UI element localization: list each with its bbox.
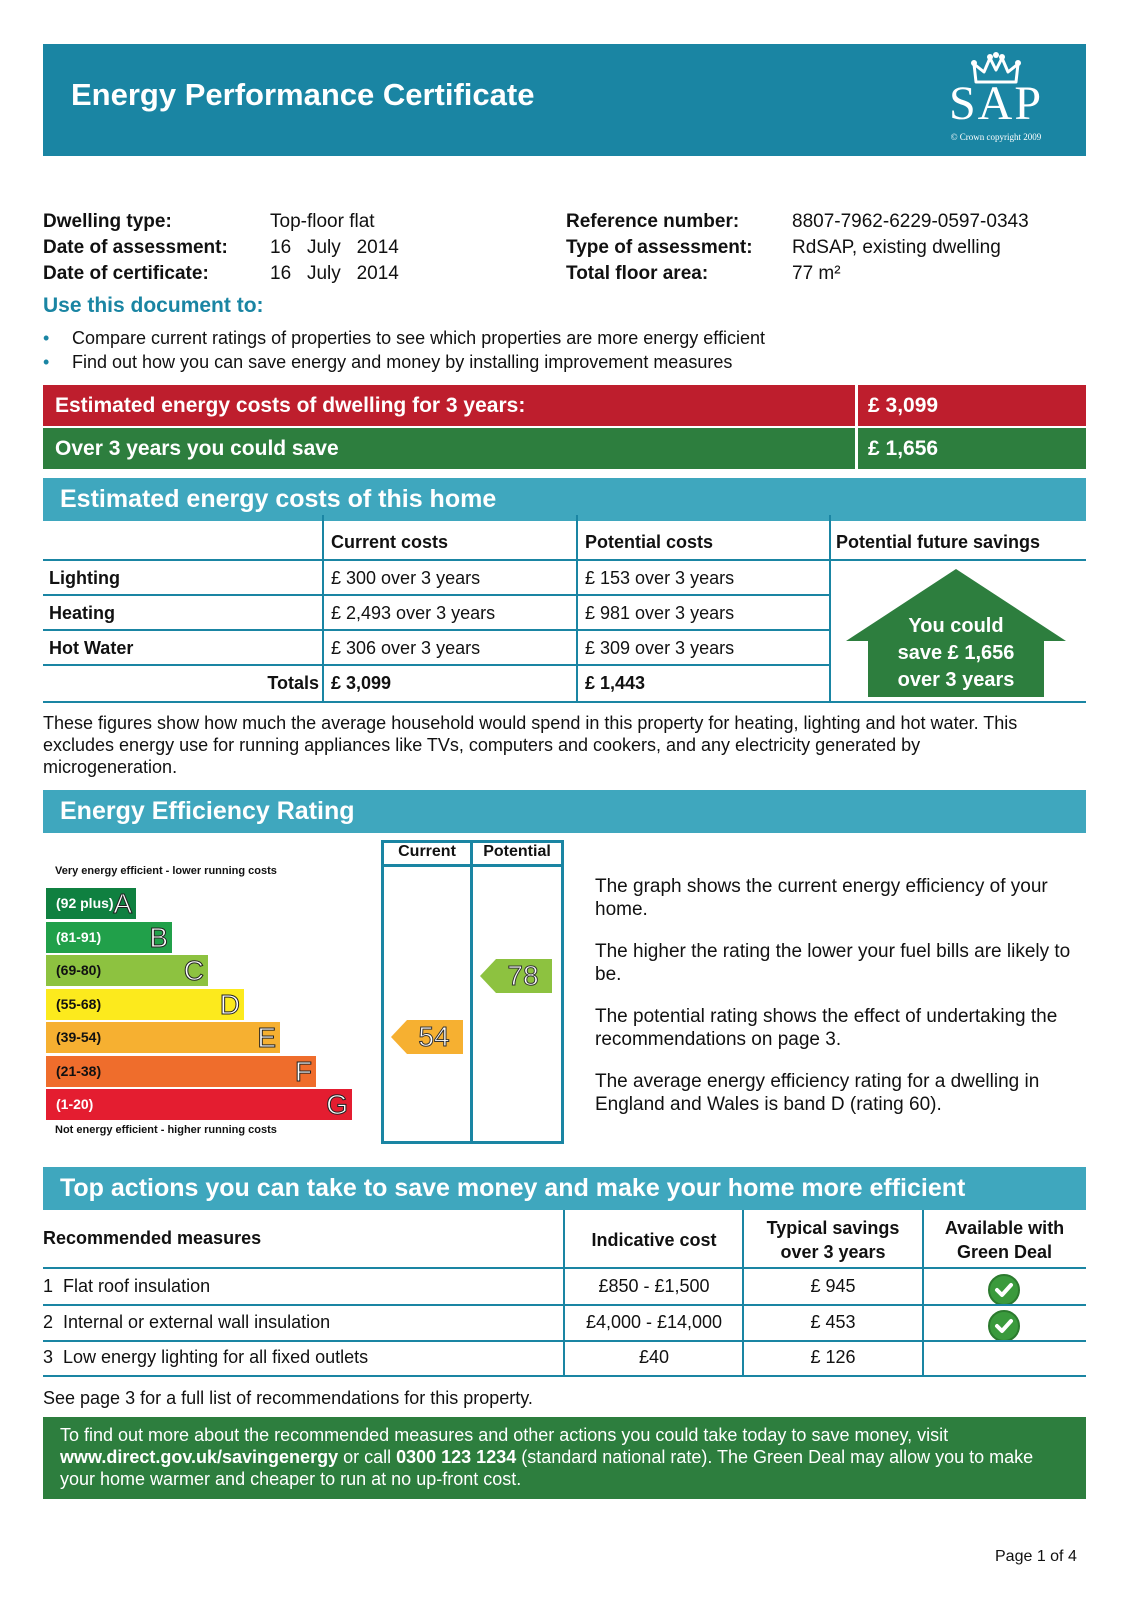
more-info-text: (standard national rate). The Green Deal may allow you to make your home warmer and cheaper to run at no up-front cost. [60,1447,1034,1489]
table-rule [322,515,324,703]
green-deal-header-line: Available with [944,1218,1065,1238]
future-savings-header: Potential future savings [836,532,1041,552]
table-rule [576,515,578,703]
savings-header-line: over 3 years [780,1242,886,1262]
rating-band-range: (55-68) [56,995,102,1012]
potential-rating-value: 78 [507,959,539,991]
table-rule [563,1210,565,1377]
current-rating-marker [391,1020,463,1054]
use-document-list [43,326,765,374]
details-right [566,208,1086,290]
measure-1-saving: £ 945 [810,1276,856,1296]
rating-paragraph: The average energy efficiency rating for a dwelling in England and Wales is band D (rating 60). [595,1071,1040,1115]
estimated-cost-bar [43,385,1086,426]
green-deal-header [923,1216,1086,1264]
potential-rating-marker [480,959,552,993]
heating-current: £ 2,493 over 3 years [331,603,496,623]
assessment-date-label: Date of assessment: [43,237,228,258]
hot-water-label: Hot Water [49,638,134,658]
list-item: • Compare current ratings of properties to see which properties are more energy efficient [43,326,765,350]
rating-band-letter: B [149,921,168,953]
costs-description: These figures show how much the average household would spend in this property for heating, lighting and hot water. This excludes energy use for running appliances like TVs, computers and cookers, and any electricity generated by microgeneration. [43,713,1018,777]
measure-1: 1 Flat roof insulation [43,1276,211,1296]
savings-arrow-line: save £ 1,656 [897,642,1015,664]
green-deal-header-line: Green Deal [956,1242,1053,1262]
rating-paragraph: The potential rating shows the effect of undertaking the recommendations on page 3. [595,1006,1058,1050]
sap-logo [921,50,1071,150]
list-item: • Find out how you can save energy and money by installing improvement measures [43,350,765,374]
assessment-date-value: 16 July 2014 [270,237,399,258]
lighting-current: £ 300 over 3 years [331,568,481,588]
rating-band-b [46,922,172,953]
certificate-date-label: Date of certificate: [43,263,209,284]
table-rule [742,1210,744,1377]
table-rule [43,701,1086,703]
savings-arrow-line: You could [908,615,1004,637]
details-left [43,208,523,290]
reference-number-value: 8807-7962-6229-0597-0343 [792,211,1029,232]
lighting-label: Lighting [49,568,120,588]
potential-saving-value: £ 1,656 [855,428,1086,469]
current-costs-header: Current costs [331,532,449,552]
potential-costs-header: Potential costs [585,532,714,552]
totals-potential: £ 1,443 [585,673,646,693]
current-column-header: Current [398,843,456,860]
table-rule [43,594,830,596]
actions-table [43,1210,1086,1377]
costs-section-title: Estimated energy costs of this home [43,478,1086,521]
rating-band-range: (39-54) [56,1029,102,1045]
potential-saving-label: Over 3 years you could save [55,437,339,460]
cost-header: Indicative cost [591,1230,717,1250]
rating-paragraph: The higher the rating the lower your fuel bills are likely to be. [595,941,1071,985]
certificate-header [43,44,1086,156]
rating-band-range: (92 plus) [56,895,114,911]
rating-paragraph: The graph shows the current energy efficiency of your home. [595,876,1048,920]
potential-column [470,864,564,1144]
rating-band-letter: E [257,1022,276,1053]
table-rule [43,664,830,666]
energy-rating-chart [43,840,567,1146]
rating-band-letter: A [113,888,132,919]
measure-3-saving: £ 126 [810,1347,856,1367]
savings-arrow-line: over 3 years [897,669,1015,691]
rating-top-caption: Very energy efficient - lower running costs [55,865,277,877]
certificate-date-value: 16 July 2014 [270,263,399,284]
potential-column-header: Potential [483,843,551,860]
actions-section-title: Top actions you can take to save money and make your home more efficient [43,1167,1086,1210]
measure-1-cost: £850 - £1,500 [598,1276,710,1296]
more-info-box [43,1417,1086,1499]
rating-band-a [46,888,136,919]
measure-2-saving: £ 453 [810,1312,856,1332]
measure-2: 2 Internal or external wall insulation [43,1312,331,1332]
estimated-cost-value: £ 3,099 [855,385,1086,426]
measures-header: Recommended measures [43,1228,262,1248]
totals-current: £ 3,099 [331,673,392,693]
estimated-cost-label: Estimated energy costs of dwelling for 3 years: [55,394,526,417]
rating-band-range: (21-38) [56,1062,102,1079]
rating-band-range: (69-80) [56,962,102,978]
totals-label: Totals [267,673,319,693]
rating-section-title: Energy Efficiency Rating [43,790,1086,833]
table-rule [43,559,1086,561]
green-deal-check-icon [988,1310,1020,1342]
hot-water-potential: £ 309 over 3 years [585,638,735,658]
rating-band-f [46,1056,316,1087]
rating-band-range: (1-20) [56,1096,94,1112]
rating-band-e [46,1022,280,1053]
rating-band-g [46,1089,352,1120]
rating-band-letter: F [294,1055,312,1087]
saving-energy-link[interactable]: www.direct.gov.uk/savingenergy [60,1447,339,1467]
measure-3-cost: £40 [638,1347,670,1367]
reference-number-label: Reference number: [566,211,740,232]
use-document-title: Use this document to: [43,294,264,317]
phone-number: 0300 123 1234 [396,1447,517,1467]
more-info-text: To find out more about the recommended measures and other actions you could take today to save money, visit [60,1425,949,1445]
potential-saving-bar [43,428,1086,469]
rating-explanation [595,875,1085,1135]
lighting-potential: £ 153 over 3 years [585,568,735,588]
assessment-type-value: RdSAP, existing dwelling [792,237,1001,258]
green-deal-check-icon [988,1274,1020,1306]
measure-2-cost: £4,000 - £14,000 [585,1312,723,1332]
current-rating-value: 54 [418,1021,450,1052]
dwelling-type-value: Top-floor flat [270,211,375,232]
table-rule [43,629,830,631]
floor-area-value: 77 m² [792,263,841,284]
table-rule [922,1210,924,1377]
rating-band-letter: G [326,1089,348,1120]
see-page-note: See page 3 for a full list of recommendations for this property. [43,1388,533,1408]
costs-table [43,525,1086,703]
rating-band-letter: C [183,955,204,986]
rating-bottom-caption: Not energy efficient - higher running costs [55,1124,277,1136]
page-number: Page 1 of 4 [995,1548,1077,1565]
dwelling-type-label: Dwelling type: [43,211,172,232]
assessment-type-label: Type of assessment: [566,237,753,258]
sap-letters: SAP [948,77,1044,130]
hot-water-current: £ 306 over 3 years [331,638,481,658]
rating-band-c [46,955,208,986]
rating-band-range: (81-91) [56,928,102,945]
floor-area-label: Total floor area: [566,263,709,284]
savings-header [743,1216,923,1264]
heating-label: Heating [49,603,116,623]
measure-3: 3 Low energy lighting for all fixed outlets [43,1347,369,1367]
page-title: Energy Performance Certificate [71,77,535,112]
rating-band-d [46,989,244,1020]
more-info-text: or call [338,1447,397,1467]
table-rule [829,515,831,703]
rating-band-letter: D [219,988,240,1020]
current-column [381,864,473,1144]
savings-arrow-text [876,613,1036,694]
crown-copyright: © Crown copyright 2009 [950,132,1042,142]
heating-potential: £ 981 over 3 years [585,603,735,623]
savings-header-line: Typical savings [766,1218,900,1238]
